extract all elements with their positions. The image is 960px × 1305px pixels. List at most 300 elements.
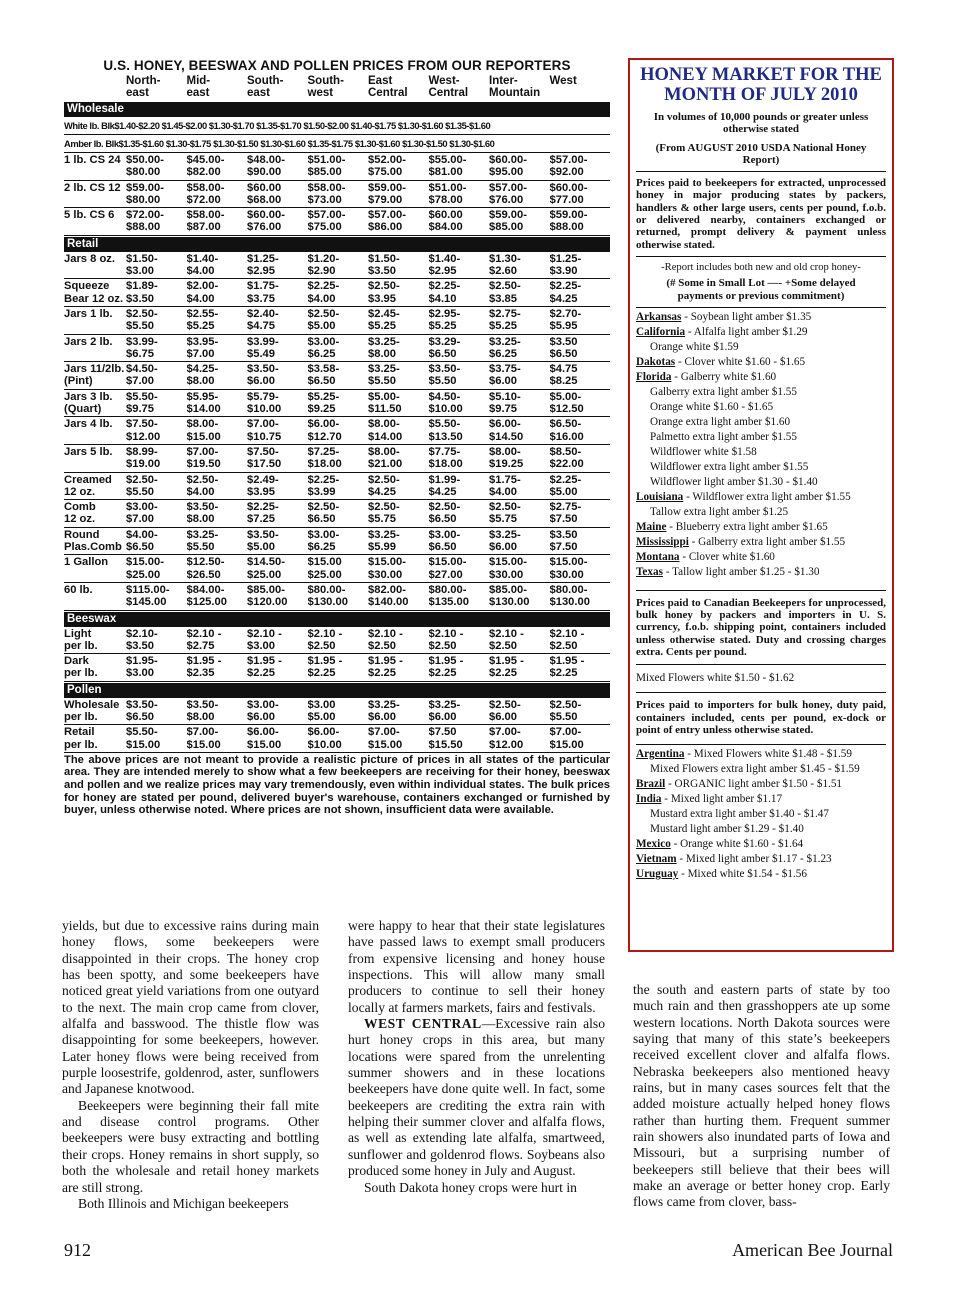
price-high: $9.75	[126, 403, 154, 416]
market-entry-price: - Mixed light amber $1.17 - $1.23	[676, 853, 832, 866]
price-high: $6.50	[307, 513, 336, 526]
price-low: $2.95-	[428, 307, 461, 320]
price-cell	[368, 446, 429, 471]
price-cell	[368, 529, 429, 554]
price-low: $1.50-	[126, 252, 158, 265]
price-low: $8.00-	[186, 418, 219, 431]
price-high: $145.00	[126, 596, 167, 609]
volumes-note: In volumes of 10,000 pounds or greater unless otherwise stated	[653, 111, 869, 136]
price-low: $2.45-	[368, 307, 400, 320]
row-label-cell	[64, 556, 126, 581]
price-cell	[247, 154, 308, 179]
price-cell	[550, 363, 611, 388]
price-cell	[550, 182, 611, 207]
price-cell	[368, 501, 429, 526]
price-low: $2.50-	[307, 501, 340, 514]
price-row	[64, 698, 610, 726]
price-low: $2.10 -	[186, 627, 222, 640]
price-low: $1.95 -	[549, 655, 585, 668]
price-cell	[126, 584, 187, 609]
market-entry-price: - Mixed Flowers white $1.48 - $1.59	[684, 748, 852, 761]
price-high: $140.00	[368, 596, 409, 609]
row-label: Jars 2 lb.	[64, 335, 113, 348]
price-low: $2.75-	[549, 501, 582, 514]
price-high: $6.75	[126, 347, 154, 360]
price-high: $87.00	[186, 221, 221, 234]
price-cell	[308, 209, 369, 234]
price-cell	[308, 501, 369, 526]
price-high: $90.00	[247, 166, 282, 179]
section-bar-beeswax: Beeswax	[64, 612, 610, 627]
price-high: $2.25	[428, 667, 457, 680]
price-cell	[550, 529, 611, 554]
price-low: $2.75-	[489, 307, 521, 320]
price-cell	[429, 391, 490, 416]
canada-prices-description: Prices paid to Canadian Beekeepers for unprocessed, bulk honey by packers and importers in U. S. currency, f.o.b. shipping point, containers included unless otherwise stated. Duty and crossing charges extra. Cents per pound.	[636, 596, 886, 659]
price-low: $60.00-	[247, 209, 285, 222]
price-high: $85.00	[307, 166, 342, 179]
price-high: $6.50	[307, 375, 336, 388]
price-cell	[126, 529, 187, 554]
price-low: $4.50-	[126, 363, 158, 376]
price-cell	[247, 363, 308, 388]
price-cell	[308, 308, 369, 333]
price-cell	[489, 474, 550, 499]
row-label-cell	[64, 474, 126, 499]
price-cell	[126, 308, 187, 333]
price-high: $5.00	[307, 710, 336, 723]
market-entry	[636, 355, 886, 370]
price-high: $8.00	[186, 375, 215, 388]
price-low: $14.50-	[247, 556, 285, 569]
region-header-cell	[247, 75, 308, 99]
market-heading: HONEY MARKET FOR THE MONTH OF JULY 2010	[640, 65, 882, 105]
price-cell	[308, 628, 369, 653]
price-high: $15.00	[368, 738, 403, 751]
row-label: Plas.Comb	[64, 541, 122, 554]
price-low: $2.25-	[549, 280, 582, 293]
row-label-cell	[64, 584, 126, 609]
price-high: $3.50	[126, 639, 154, 652]
row-label: 2 lb. CS 12	[64, 181, 121, 194]
price-low: $5.25-	[307, 390, 340, 403]
price-cell	[429, 474, 490, 499]
price-high: $21.00	[368, 458, 403, 471]
row-label-cell	[64, 501, 126, 526]
price-low: $2.50-	[428, 501, 461, 514]
market-entry-name: Brazil	[636, 778, 666, 791]
price-row	[64, 583, 610, 611]
market-sub-entry: Wildflower white $1.58	[650, 445, 757, 458]
article-column-3	[633, 982, 890, 1211]
region-name-line: Inter-	[489, 75, 518, 87]
price-low: $3.25-	[428, 698, 461, 711]
price-high: $7.50	[549, 513, 578, 526]
section-bar-pollen: Pollen	[64, 683, 610, 698]
row-label-cell	[64, 280, 126, 305]
price-high: $17.50	[247, 458, 282, 471]
price-high: $6.25	[307, 541, 336, 554]
price-cell	[489, 584, 550, 609]
price-low: $7.00-	[186, 726, 219, 739]
row-label-cell	[64, 154, 126, 179]
divider	[636, 664, 886, 665]
page-number: 912	[64, 1240, 91, 1260]
price-high: $6.50	[428, 347, 457, 360]
price-high: $88.00	[126, 221, 161, 234]
price-low: $2.10-	[126, 627, 158, 640]
paragraph: —Excessive rain also hurt honey crops in this area, but many locations were spared from the unrelenting summer showers and in these locations beekeepers have done quite well. In fact, some beekeepers are crediting the extra rain with helping their summer clover and alfalfa flows, as well as extending late alfalfa, smartweed, sunflower and goldenrod flows. Soybeans also produced some honey in July and August.	[348, 1016, 605, 1179]
price-cell	[489, 154, 550, 179]
article-column-1	[62, 918, 319, 1212]
price-high: $6.00	[489, 710, 517, 723]
price-high: $5.50	[428, 375, 457, 388]
price-low: $60.00-	[549, 181, 588, 194]
price-high: $86.00	[368, 221, 403, 234]
price-cell	[247, 182, 308, 207]
price-cell	[368, 253, 429, 278]
price-high: $2.60	[489, 265, 517, 278]
region-name-line: east	[186, 87, 210, 99]
price-cell	[126, 209, 187, 234]
market-sub-entry: Mustard light amber $1.29 - $1.40	[650, 823, 804, 836]
price-cell	[308, 726, 369, 751]
market-entry-price: - Alfalfa light amber $1.29	[685, 325, 808, 338]
market-entry-name: Texas	[636, 565, 663, 578]
price-cell	[247, 209, 308, 234]
price-low: $84.00-	[186, 583, 225, 596]
market-entry-price: - Mixed light amber $1.17	[661, 793, 783, 806]
price-high: $2.50	[489, 639, 517, 652]
row-label-cell	[64, 726, 126, 751]
price-high: $80.00	[126, 166, 161, 179]
price-high: $2.35	[186, 667, 215, 680]
price-high: $3.75	[247, 292, 275, 305]
price-low: $1.95 -	[489, 655, 524, 668]
price-high: $4.00	[489, 485, 517, 498]
importer-prices-description: Prices paid to importers for bulk honey, duty paid, containers included, cents per pound, ex-dock or point of entry unless otherwise stated.	[636, 699, 886, 736]
price-cell	[247, 391, 308, 416]
paragraph: yields, but due to excessive rains during main honey flows, some beekeepers were disappointed in their crops. The honey crop has been spotty, and some beekeepers have noticed great yield variations from one outyard to the next. The main crop came from clover, alfalfa and basswood. The thistle flow was disappointing for some beekeepers, however. Later honey flows were being received from purple loosestrife, goldenrod, aster, sunflowers and Japanese knotwood.	[62, 918, 319, 1097]
row-label: 1 Gallon	[64, 556, 109, 569]
honey-market-box	[628, 58, 894, 952]
price-cell	[247, 699, 308, 724]
price-high: $6.00	[489, 541, 517, 554]
price-cell	[187, 209, 248, 234]
price-high: $72.00	[186, 193, 221, 206]
price-low: $7.50	[428, 726, 457, 739]
price-cell	[368, 154, 429, 179]
price-low: $59.00-	[489, 209, 527, 222]
market-sub-entry: Palmetto extra light amber $1.55	[650, 430, 797, 443]
price-cell	[368, 655, 429, 680]
price-high: $3.00	[126, 265, 154, 278]
price-cell	[550, 253, 611, 278]
price-low: $7.25-	[307, 445, 340, 458]
price-low: $2.50-	[368, 501, 400, 514]
row-label-cell	[64, 209, 126, 234]
price-high: $130.00	[489, 596, 530, 609]
price-cell	[187, 556, 248, 581]
row-label: Jars 11/2lb.	[64, 363, 125, 376]
price-low: $1.25-	[549, 252, 582, 265]
price-cell	[368, 474, 429, 499]
bulk-price-row-amber: Amber lb. Blk$1.35-$1.60 $1.30-$1.75 $1.30-$1.50 $1.30-$1.60 $1.35-$1.75 $1.30-$1.60 $1.30-$1.50 $1.30-$1.60	[64, 135, 610, 153]
price-cell	[550, 209, 611, 234]
price-high: $6.00	[428, 710, 457, 723]
price-cell	[550, 556, 611, 581]
price-cell	[429, 336, 490, 361]
price-cell	[550, 280, 611, 305]
price-high: $75.00	[368, 166, 403, 179]
price-cell	[489, 628, 550, 653]
price-low: $2.50-	[307, 307, 340, 320]
price-low: $15.00-	[126, 556, 164, 569]
price-cell	[368, 308, 429, 333]
price-high: $6.50	[428, 541, 457, 554]
price-high: $4.00	[186, 292, 215, 305]
pollen-rows	[64, 698, 610, 753]
price-cell	[247, 501, 308, 526]
price-cell	[550, 628, 611, 653]
region-name-line: West-	[428, 75, 460, 87]
price-low: $3.25-	[489, 528, 521, 541]
price-low: $2.50-	[489, 501, 521, 514]
market-sub-entry: Mixed Flowers extra light amber $1.45 - $1.59	[650, 763, 860, 776]
row-label: Comb	[64, 501, 96, 514]
price-low: $3.50-	[247, 363, 279, 376]
price-cell	[550, 418, 611, 443]
price-cell	[429, 253, 490, 278]
price-cell	[489, 391, 550, 416]
market-sub-entry: Wildflower light amber $1.30 - $1.40	[650, 475, 818, 488]
price-high: $3.50	[126, 292, 154, 305]
price-cell	[308, 556, 369, 581]
us-prices-description: Prices paid to beekeepers for extracted, unprocessed honey in major producing states by packers, handlers & other large users, cents per pound, f.o.b. or delivered nearby, containers exchanged or returned, prompt delivery & payment unless otherwise stated.	[636, 177, 886, 251]
price-low: $3.00-	[307, 335, 340, 348]
market-entry	[636, 867, 886, 882]
price-high: $15.00	[549, 738, 584, 751]
row-label: Wholesale	[64, 698, 120, 711]
price-cell	[368, 726, 429, 751]
row-label: Bear 12 oz.	[64, 292, 124, 305]
price-high: $2.95	[428, 265, 457, 278]
market-entry-price: - Galberry extra light amber $1.55	[688, 535, 846, 548]
price-low: $3.25-	[489, 335, 521, 348]
price-high: $5.75	[368, 513, 396, 526]
price-high: $10.00	[428, 403, 463, 416]
region-name-line: North-	[126, 75, 161, 87]
price-high: $2.50	[307, 639, 336, 652]
row-label: Retail	[64, 726, 95, 739]
price-cell	[187, 280, 248, 305]
price-cell	[429, 699, 490, 724]
price-cell	[489, 253, 550, 278]
table-footnote: The above prices are not meant to provide a realistic picture of prices in all states of the particular area. They are intended merely to show what a few beekeepers are receiving for their honey, beeswax and pollen and we realize prices may vary tremendously, even within individual states. The bulk prices for honey are stated per pound, delivered buyer's warehouse, containers exchanged or furnished by buyer, unless otherwise noted. Where prices are not shown, insufficient data were available.	[64, 753, 610, 817]
wholesale-rows	[64, 153, 610, 236]
price-low: $1.99-	[428, 473, 461, 486]
price-low: $58.00-	[307, 181, 346, 194]
market-entry-name: Arkansas	[636, 310, 682, 323]
price-low: $8.50-	[549, 445, 582, 458]
market-entry	[636, 747, 886, 762]
price-low: $5.10-	[489, 390, 521, 403]
price-low: $51.00-	[307, 154, 346, 166]
price-low: $72.00-	[126, 209, 164, 222]
price-low: $7.50-	[247, 445, 279, 458]
price-low: $5.50-	[428, 418, 461, 431]
price-low: $5.00-	[549, 390, 582, 403]
price-high: $2.95	[247, 265, 275, 278]
price-high: $130.00	[549, 596, 590, 609]
row-label: 12 oz.	[64, 513, 96, 526]
price-cell	[489, 655, 550, 680]
price-high: $7.50	[549, 541, 578, 554]
price-high: $84.00	[428, 221, 463, 234]
price-cell	[126, 501, 187, 526]
price-low: $3.50-	[126, 698, 158, 711]
price-low: $51.00-	[428, 181, 467, 194]
price-high: $2.50	[368, 639, 396, 652]
price-cell	[308, 446, 369, 471]
price-low: $82.00-	[368, 583, 406, 596]
price-cell	[187, 182, 248, 207]
price-low: $1.20-	[307, 252, 340, 265]
price-cell	[247, 253, 308, 278]
paragraph: Both Illinois and Michigan beekeepers	[78, 1195, 289, 1211]
price-low: $115.00-	[126, 583, 170, 596]
price-cell	[187, 418, 248, 443]
row-label-cell	[64, 699, 126, 724]
price-high: $25.00	[247, 568, 282, 581]
market-entry	[636, 535, 886, 550]
price-cell	[429, 363, 490, 388]
price-low: $58.00-	[186, 181, 225, 194]
price-low: $80.00-	[428, 583, 467, 596]
price-high: $76.00	[489, 193, 524, 206]
price-low: $60.00	[428, 209, 463, 222]
bulk-price-row-white: White lb. Blk$1.40-$2.20 $1.45-$2.00 $1.30-$1.70 $1.35-$1.70 $1.50-$2.00 $1.40-$1.75 $1.30-$1.60 $1.35-$1.60	[64, 117, 610, 135]
price-low: $3.00-	[428, 528, 461, 541]
price-cell	[368, 628, 429, 653]
price-cell	[489, 699, 550, 724]
price-high: $3.50	[368, 265, 396, 278]
price-cell	[308, 253, 369, 278]
price-cell	[126, 182, 187, 207]
price-high: $3.00	[247, 639, 275, 652]
price-cell	[368, 280, 429, 305]
price-cell	[308, 418, 369, 443]
price-high: $2.50	[428, 639, 457, 652]
price-row	[64, 307, 610, 335]
price-high: $8.00	[186, 710, 215, 723]
price-high: $9.25	[307, 403, 336, 416]
price-table	[64, 58, 610, 817]
price-low: $7.00-	[368, 726, 400, 739]
market-entry	[636, 550, 886, 565]
price-low: $4.75	[549, 363, 578, 376]
price-low: $6.00-	[307, 418, 340, 431]
row-label: Jars 8 oz.	[64, 252, 115, 265]
market-entry	[636, 490, 886, 505]
price-row	[64, 627, 610, 655]
market-entry-name: Uruguay	[636, 868, 679, 881]
price-low: $3.00-	[247, 698, 279, 711]
price-cell	[429, 308, 490, 333]
price-high: $7.00	[126, 513, 154, 526]
row-label: Light	[64, 627, 92, 640]
price-high: $7.00	[186, 347, 215, 360]
region-name-line: east	[247, 87, 271, 99]
price-low: $2.25-	[549, 473, 582, 486]
price-cell	[489, 529, 550, 554]
market-entry-name: Montana	[636, 550, 680, 563]
retail-rows	[64, 252, 610, 611]
price-cell	[126, 446, 187, 471]
price-low: $2.55-	[186, 307, 219, 320]
price-cell	[308, 363, 369, 388]
price-low: $2.50-	[549, 698, 582, 711]
price-cell	[247, 446, 308, 471]
price-high: $5.25	[489, 320, 517, 333]
price-low: $80.00-	[549, 583, 588, 596]
price-high: $85.00	[489, 221, 524, 234]
price-high: $11.50	[368, 403, 402, 416]
price-low: $3.50-	[428, 363, 461, 376]
table-title: U.S. HONEY, BEESWAX AND POLLEN PRICES FROM OUR REPORTERS	[103, 58, 571, 73]
row-label: per lb.	[64, 738, 98, 751]
price-high: $5.49	[247, 347, 275, 360]
price-cell	[126, 253, 187, 278]
price-cell	[429, 501, 490, 526]
row-label-cell	[64, 628, 126, 653]
row-label-cell	[64, 529, 126, 554]
price-high: $12.00	[126, 430, 161, 443]
market-entry	[636, 565, 886, 580]
price-low: $3.29-	[428, 335, 461, 348]
price-high: $2.25	[307, 667, 336, 680]
price-cell	[187, 336, 248, 361]
price-high: $3.85	[489, 292, 517, 305]
section-heading-west-central: WEST CENTRAL	[364, 1016, 482, 1032]
price-high: $25.00	[307, 568, 342, 581]
price-low: $60.00	[247, 181, 282, 194]
price-high: $26.50	[186, 568, 221, 581]
price-high: $15.00	[186, 430, 221, 443]
market-sub-entry: Orange white $1.59	[650, 340, 739, 353]
price-high: $92.00	[549, 166, 584, 179]
price-high: $2.25	[489, 667, 517, 680]
price-cell	[429, 182, 490, 207]
price-cell	[247, 280, 308, 305]
price-high: $22.00	[549, 458, 584, 471]
price-high: $5.50	[186, 541, 215, 554]
price-high: $5.00	[549, 485, 578, 498]
price-low: $5.50-	[126, 390, 158, 403]
market-entry-name: Florida	[636, 370, 672, 383]
price-row	[64, 362, 610, 390]
price-row	[64, 279, 610, 307]
price-low: $3.50-	[186, 501, 219, 514]
price-high: $18.00	[428, 458, 463, 471]
price-high: $2.25	[549, 667, 578, 680]
price-low: $80.00-	[307, 583, 346, 596]
price-high: $30.00	[489, 568, 524, 581]
price-cell	[247, 655, 308, 680]
price-low: $7.75-	[428, 445, 461, 458]
price-cell	[489, 209, 550, 234]
price-cell	[187, 726, 248, 751]
